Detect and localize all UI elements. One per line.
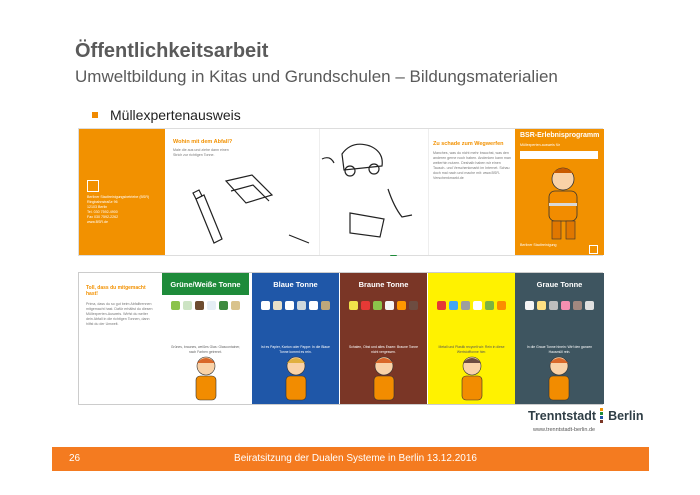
vacuum-bag-icon	[549, 301, 558, 310]
puzzle-text: Male die aus und ziehe dann einen Strich zur richtigen Tonne.	[173, 148, 229, 157]
kid-character-icon	[188, 355, 224, 405]
bin-card-yellow	[428, 273, 515, 404]
card-caption: Metall und Plastik recycelt wir: Rein in diese Wertstofftonne hier.	[438, 345, 505, 354]
jar-icon	[231, 301, 240, 310]
program-footer: Berliner Stadtreinigung	[520, 243, 557, 247]
page-number: 26	[69, 453, 81, 464]
card-items	[346, 301, 421, 339]
tin-icon	[461, 301, 470, 310]
program-title: BSR-Erlebnisprogramm	[520, 132, 600, 139]
bsr-logo	[589, 241, 598, 259]
box-icon	[321, 301, 330, 310]
card-items	[521, 301, 598, 339]
brochure-puzzle-panel	[165, 129, 320, 255]
can-icon	[437, 301, 446, 310]
card-title: Gelbe Tonne	[428, 273, 515, 295]
brochure-outer-side	[78, 128, 603, 256]
leaf-icon	[373, 301, 382, 310]
intro-title: Toll, dass du mitgemacht hast!	[86, 285, 146, 297]
intro-text: Prima, dass du so gut beim Abfalltrennen mitgemacht hast. Dafür erhältst du diesen Müllexperten-Ausweis. Wirfst du weiter dein Abfall in die richtigen Tonnen, dann hilfst du der Umwelt.	[86, 302, 153, 326]
glass-icon	[207, 301, 216, 310]
orange-peel-icon	[397, 301, 406, 310]
apple-icon	[361, 301, 370, 310]
bottle-icon	[171, 301, 180, 310]
card-title: Grüne/Weiße Tonne	[162, 273, 249, 295]
coffee-icon	[409, 301, 418, 310]
brochure-drawing-panel	[320, 129, 429, 255]
toy-icon	[561, 301, 570, 310]
mascot-worker-icon	[533, 163, 595, 241]
bulb-icon	[537, 301, 546, 310]
paper-icon	[261, 301, 270, 310]
carton-icon	[497, 301, 506, 310]
bottle-icon	[449, 301, 458, 310]
contact-line: www.BSR.de	[87, 220, 108, 224]
cup-icon	[473, 301, 482, 310]
card-title: Graue Tonne	[515, 273, 604, 295]
contact-line: Berliner Stadtreinigungsbetriebe (BSR)	[87, 195, 150, 199]
banana-icon	[349, 301, 358, 310]
card-items	[434, 301, 509, 339]
slide-title: Öffentlichkeitsarbeit	[75, 40, 269, 62]
logo-name: Trenntstadt	[528, 409, 597, 423]
bottle-icon	[219, 301, 228, 310]
bin-card-green	[162, 273, 249, 404]
brochure-intro-panel	[79, 273, 162, 404]
card-caption: Schalen, Obst und alles Essen: Braune Tonne nicht vergessen.	[348, 345, 419, 354]
bullet-square-icon	[92, 112, 98, 118]
car-banana-diaper-drawing-icon	[320, 129, 428, 255]
kid-character-icon	[541, 355, 577, 405]
brochure-contact-panel	[79, 129, 165, 255]
contact-block	[87, 195, 159, 225]
card-caption: Grünes, braunes, weißes Glas: Glascontainer, nach Farben getrennt.	[170, 345, 241, 354]
card-items	[168, 301, 243, 339]
puzzle-title: Wohin mit dem Abfall?	[173, 139, 233, 145]
envelope-icon	[297, 301, 306, 310]
slide-subtitle: Umweltbildung in Kitas und Grundschulen – Bildungsmaterialien	[75, 67, 558, 86]
logo-separator-icon	[599, 408, 605, 424]
card-title: Blaue Tonne	[252, 273, 339, 295]
eggshell-icon	[385, 301, 394, 310]
footer-bar	[52, 447, 649, 471]
contact-line: Ringbahnstraße 96	[87, 200, 118, 204]
brochure-reuse-panel	[429, 129, 515, 255]
program-subtitle: Müllexperten-ausweis für	[520, 143, 560, 147]
newspaper-icon	[285, 301, 294, 310]
bottle-icon	[195, 301, 204, 310]
contact-line: Fax 030 7592-2262	[87, 215, 119, 219]
card-caption: Ist es Papier, Karton oder Pappe: In die Blaue Tonne kommt es rein.	[261, 345, 330, 354]
kid-character-icon	[278, 355, 314, 405]
reuse-title: Zu schade zum Wegwerfen	[433, 141, 504, 147]
card-caption: In die Graue Tonne hinein: Wirf den ganzen Hausmüll rein.	[526, 345, 593, 354]
trenntstadt-logo	[528, 408, 644, 424]
contact-line: Tel. 030 7592-4900	[87, 210, 118, 214]
waste-drawing-icon	[171, 167, 316, 253]
logo-city: Berlin	[608, 409, 644, 423]
box-icon	[273, 301, 282, 310]
paper-icon	[309, 301, 318, 310]
diaper-icon	[525, 301, 534, 310]
bag-icon	[485, 301, 494, 310]
bin-card-brown	[340, 273, 427, 404]
card-title: Braune Tonne	[340, 273, 427, 295]
logo-url: www.trenntstadt-berlin.de	[533, 427, 596, 433]
kid-character-icon	[366, 355, 402, 405]
brochure-inner-side	[78, 272, 603, 405]
name-field	[520, 151, 598, 159]
bullet-item	[92, 107, 241, 123]
brochure-program-panel	[515, 129, 604, 255]
bin-card-blue	[252, 273, 339, 404]
jar-icon	[183, 301, 192, 310]
bin-card-grey	[515, 273, 604, 404]
kid-character-icon	[454, 355, 490, 405]
bullet-text: Müllexpertenausweis	[110, 107, 241, 123]
reuse-text: Manches, was du nicht mehr brauchst, was den anderen gerne noch haben. Andenken kann man weiterhin nutzen. Deshalb haben wir einen Tausch- und Verschenkmarkt im Internet. Schau doch mal nach und mache mit: www.BSR-Verschenkmarkt.de	[433, 151, 511, 180]
broom-icon	[573, 301, 582, 310]
cup-icon	[585, 301, 594, 310]
contact-line: 12103 Berlin	[87, 205, 108, 209]
footer-text: Beiratsitzung der Dualen Systeme in Berlin 13.12.2016	[234, 453, 477, 464]
card-items	[258, 301, 333, 339]
